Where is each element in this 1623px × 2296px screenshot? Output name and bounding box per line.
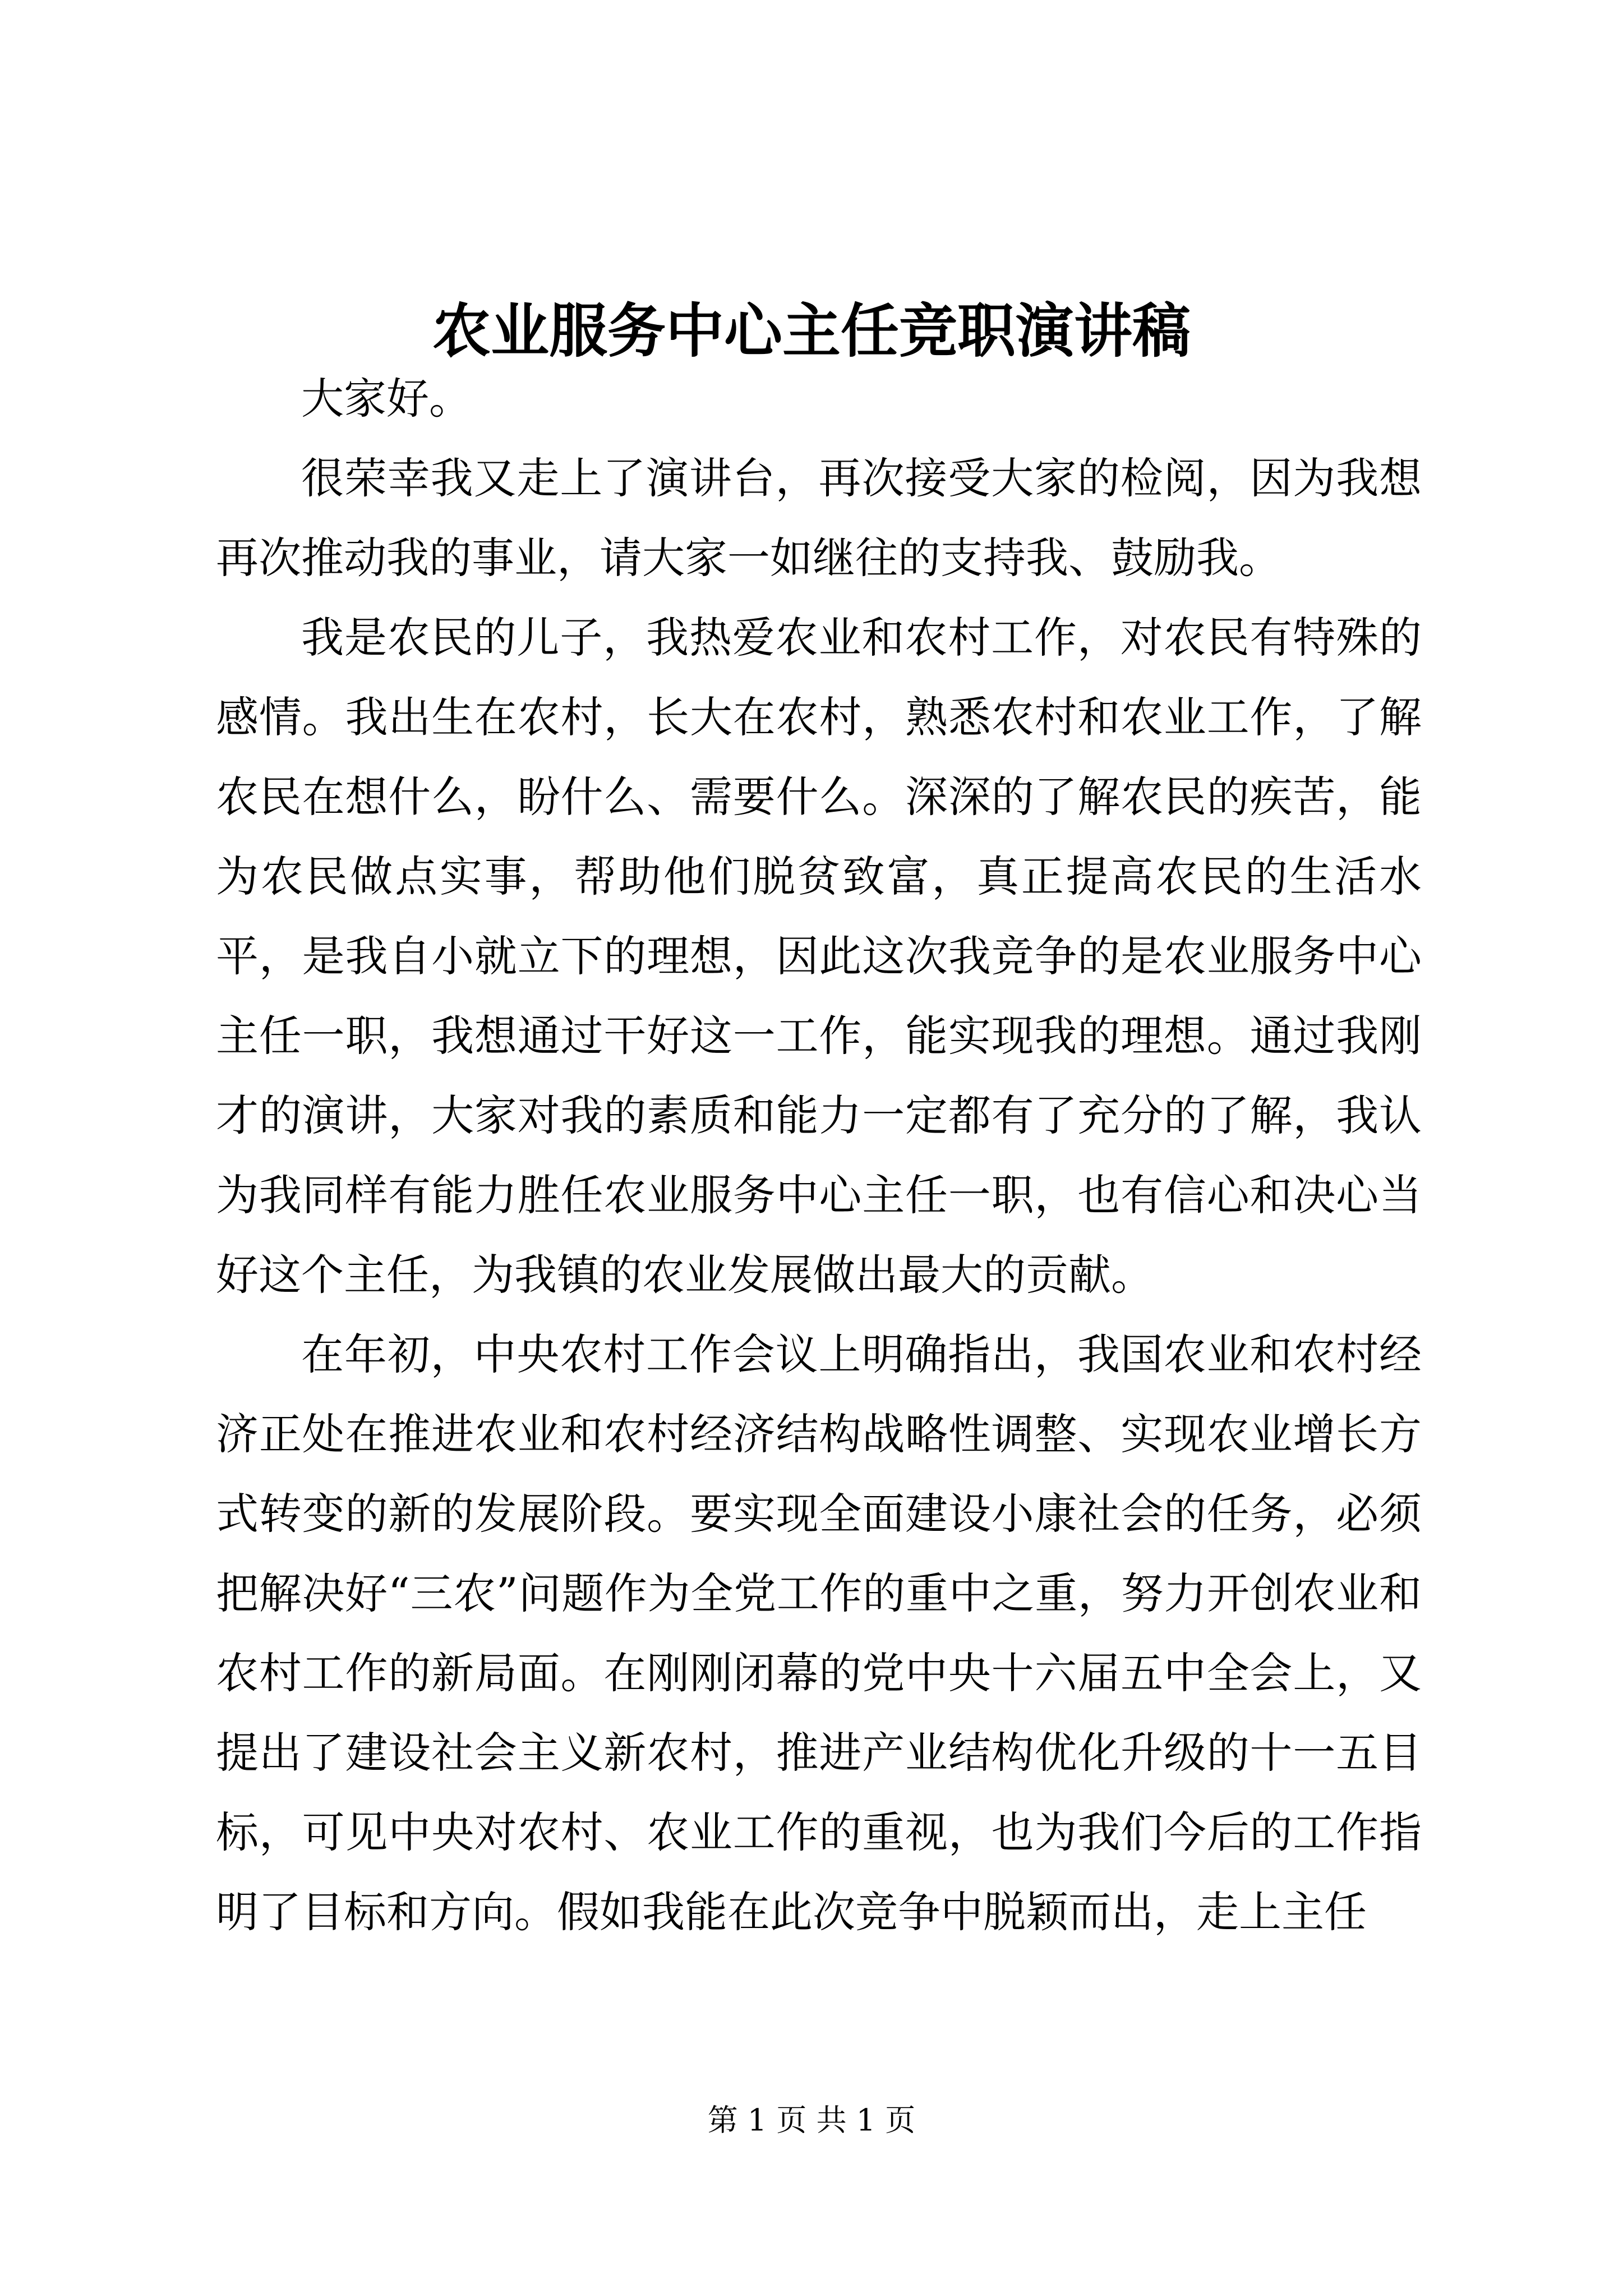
document-title: 农业服务中心主任竞职演讲稿 [432,296,1191,365]
paragraph-background: 我是农民的儿子，我热爱农业和农村工作，对农民有特殊的感情。我出生在农村，长大在农村，熟悉农村和农业工作，了解农民在想什么，盼什么、需要什么。深深的了解农民的疾苦，能为农民做点实事，帮助他们脱贫致富，真正提高农民的生活水平，是我自小就立下的理想，因此这次我竞争的是农业服务中心主任一职，我想通过干好这一工作，能实现我的理想。通过我刚才的演讲，大家对我的素质和能力一定都有了充分的了解，我认为我同样有能力胜任农业服务中心主任一职，也有信心和决心当好这个主任，为我镇的农业发展做出最大的贡献。 [216,613,1422,1300]
paragraph-policy: 在年初，中央农村工作会议上明确指出，我国农业和农村经济正处在推进农业和农村经济结构战略性调整、实现农业增长方式转变的新的发展阶段。要实现全面建设小康社会的任务，必须把解决好“三农”问题作为全党工作的重中之重，努力开创农业和农村工作的新局面。在刚刚闭幕的党中央十六届五中全会上，又提出了建设社会主义新农村，推进产业结构优化升级的十一五目标，可见中央对农村、农业工作的重视，也为我们今后的工作指明了目标和方向。假如我能在此次竞争中脱颖而出，走上主任 [216,1329,1422,1937]
paragraph-intro: 很荣幸我又走上了演讲台，再次接受大家的检阅，因为我想再次推动我的事业，请大家一如继往的支持我、鼓励我。 [216,453,1422,583]
document-body [216,359,1422,1952]
page-footer: 第 1 页 共 1 页 [707,2102,916,2138]
paragraph-greeting: 大家好。 [301,374,472,424]
